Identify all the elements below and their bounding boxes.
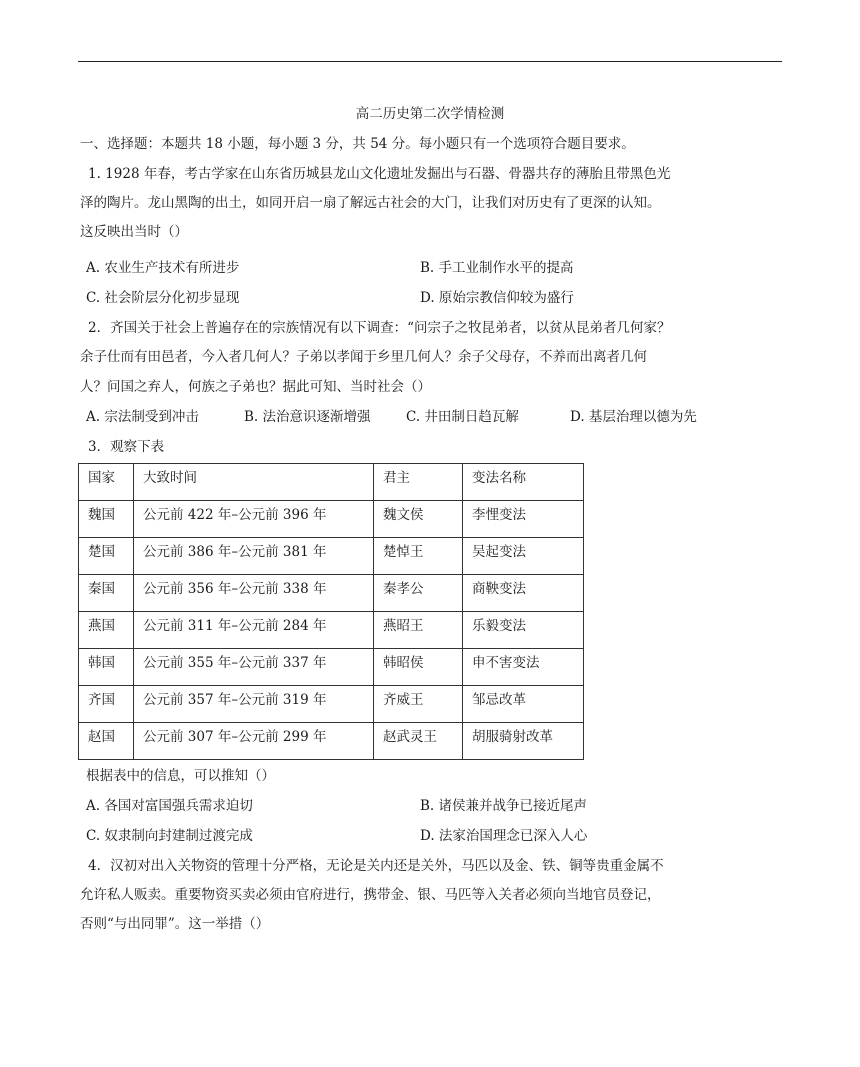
q2-option-b[interactable]: B. 法治意识逐渐增强 — [244, 409, 371, 425]
q4-line-2: 允许私人贩卖。重要物资买卖必须由官府进行，携带金、银、马匹等入关者必须向当地官员登记， — [80, 887, 661, 903]
cell-ruler: 赵武灵王 — [374, 723, 463, 760]
cell-reform: 乐毅变法 — [463, 612, 584, 649]
cell-ruler: 秦孝公 — [374, 575, 463, 612]
q1-option-c[interactable]: C. 社会阶层分化初步显现 — [86, 290, 240, 306]
cell-ruler: 楚悼王 — [374, 538, 463, 575]
cell-reform: 申不害变法 — [463, 649, 584, 686]
q2-option-a[interactable]: A. 宗法制受到冲击 — [86, 409, 199, 425]
table-row — [79, 723, 584, 760]
q2-line-1: 2．齐国关于社会上普遍存在的宗族情况有以下调查：“问宗子之牧昆弟者，以贫从昆弟者几何家？ — [88, 320, 671, 336]
q2-option-c[interactable]: C. 井田制日趋瓦解 — [406, 409, 519, 425]
reform-table — [78, 463, 584, 760]
cell-state: 齐国 — [79, 686, 134, 723]
page-title: 高二历史第二次学情检测 — [355, 106, 505, 122]
cell-state: 燕国 — [79, 612, 134, 649]
cell-reform: 李悝变法 — [463, 501, 584, 538]
cell-reform: 邹忌改革 — [463, 686, 584, 723]
cell-period: 公元前 422 年–公元前 396 年 — [134, 501, 374, 538]
header-reform: 变法名称 — [463, 464, 584, 501]
q1-option-b[interactable]: B. 手工业制作水平的提高 — [420, 260, 574, 276]
q3-option-d[interactable]: D. 法家治国理念已深入人心 — [420, 828, 588, 844]
q2-option-d[interactable]: D. 基层治理以德为先 — [570, 409, 697, 425]
header-state: 国家 — [79, 464, 134, 501]
q1-line-1: 1. 1928 年春，考古学家在山东省历城县龙山文化遗址发掘出与石器、骨器共存的薄胎且带黑色光 — [88, 166, 671, 182]
q3-option-b[interactable]: B. 诸侯兼并战争已接近尾声 — [420, 798, 588, 814]
q3-option-a[interactable]: A. 各国对富国强兵需求迫切 — [86, 798, 253, 814]
header-ruler: 君主 — [374, 464, 463, 501]
table-row — [79, 612, 584, 649]
q1-option-a[interactable]: A. 农业生产技术有所进步 — [86, 260, 240, 276]
q3-option-c[interactable]: C. 奴隶制向封建制过渡完成 — [86, 828, 253, 844]
cell-reform: 吴起变法 — [463, 538, 584, 575]
cell-state: 魏国 — [79, 501, 134, 538]
table-row — [79, 538, 584, 575]
cell-reform: 商鞅变法 — [463, 575, 584, 612]
cell-state: 楚国 — [79, 538, 134, 575]
header-rule — [78, 61, 782, 62]
q3-stem: 3．观察下表 — [88, 439, 165, 455]
q1-line-2: 泽的陶片。龙山黑陶的出土，如同开启一扇了解远古社会的大门，让我们对历史有了更深的认知。 — [80, 195, 661, 211]
cell-state: 秦国 — [79, 575, 134, 612]
cell-ruler: 燕昭王 — [374, 612, 463, 649]
cell-period: 公元前 356 年–公元前 338 年 — [134, 575, 374, 612]
cell-ruler: 齐威王 — [374, 686, 463, 723]
q4-line-3: 否则“与出同罪”。这一举措（） — [80, 916, 270, 932]
q2-line-2: 余子仕而有田邑者，今入者几何人？子弟以孝闻于乡里几何人？余子父母存，不养而出离者几何 — [80, 349, 647, 365]
q3-after-table: 根据表中的信息，可以推知（） — [86, 768, 275, 784]
header-period: 大致时间 — [134, 464, 374, 501]
cell-period: 公元前 307 年–公元前 299 年 — [134, 723, 374, 760]
cell-state: 赵国 — [79, 723, 134, 760]
cell-reform: 胡服骑射改革 — [463, 723, 584, 760]
cell-period: 公元前 311 年–公元前 284 年 — [134, 612, 374, 649]
table-row — [79, 649, 584, 686]
table-header-row — [79, 464, 584, 501]
cell-state: 韩国 — [79, 649, 134, 686]
q1-option-d[interactable]: D. 原始宗教信仰较为盛行 — [420, 290, 574, 306]
cell-period: 公元前 386 年–公元前 381 年 — [134, 538, 374, 575]
cell-period: 公元前 355 年–公元前 337 年 — [134, 649, 374, 686]
cell-period: 公元前 357 年–公元前 319 年 — [134, 686, 374, 723]
table-row — [79, 501, 584, 538]
q1-line-3: 这反映出当时（） — [80, 224, 188, 240]
cell-ruler: 韩昭侯 — [374, 649, 463, 686]
q4-line-1: 4．汉初对出入关物资的管理十分严格，无论是关内还是关外，马匹以及金、铁、铜等贵重金属不 — [88, 858, 664, 874]
cell-ruler: 魏文侯 — [374, 501, 463, 538]
section-heading: 一、选择题：本题共 18 小题，每小题 3 分，共 54 分。每小题只有一个选项符合题目要求。 — [80, 136, 635, 152]
q2-line-3: 人？问国之弃人，何族之子弟也？据此可知、当时社会（） — [80, 379, 431, 395]
table-row — [79, 575, 584, 612]
table-row — [79, 686, 584, 723]
